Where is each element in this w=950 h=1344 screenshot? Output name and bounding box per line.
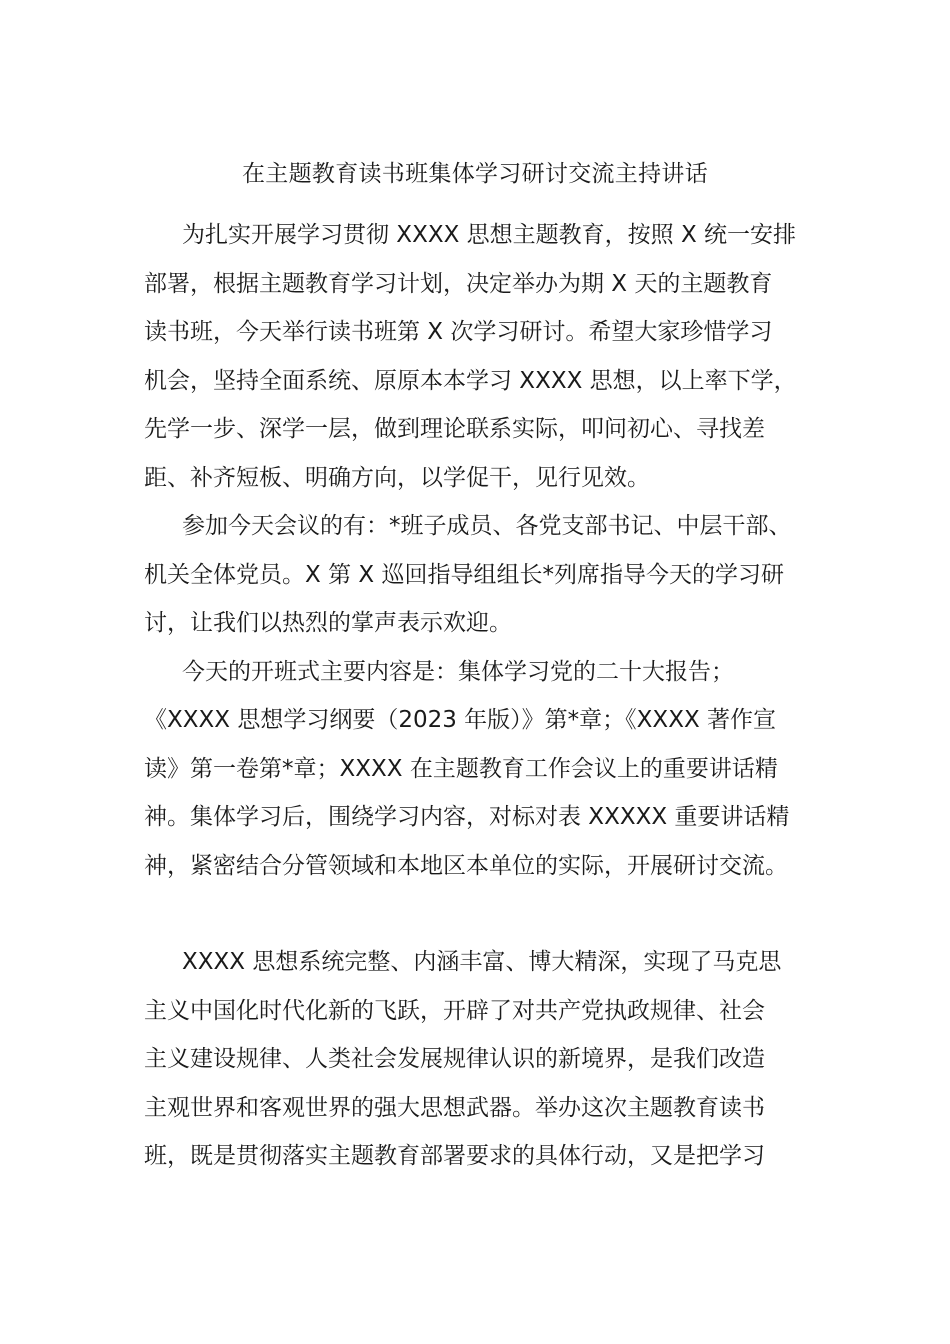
paragraph-line: 今天的开班式主要内容是：集体学习党的二十大报告；: [182, 658, 734, 685]
paragraph-2: [144, 502, 808, 648]
paragraph-line: 参加今天会议的有：*班子成员、各党支部书记、中层干部、: [182, 513, 792, 539]
document-title: 在主题教育读书班集体学习研讨交流主持讲话: [242, 161, 708, 187]
paragraph-line: 部署，根据主题教育学习计划，决定举办为期 X 天的主题教育: [144, 270, 773, 297]
paragraph-line: 主义建设规律、人类社会发展规律认识的新境界，是我们改造: [144, 1046, 765, 1072]
paragraph-line: 读书班，今天举行读书班第 X 次学习研讨。希望大家珍惜学习: [144, 319, 773, 345]
paragraph-line: 神，紧密结合分管领域和本地区本单位的实际，开展研讨交流。: [144, 852, 788, 879]
paragraph-line: 班，既是贯彻落实主题教育部署要求的具体行动，又是把学习: [144, 1143, 765, 1169]
document-body: [144, 211, 808, 1181]
paragraph-line: 《XXXX 思想学习纲要（2023 年版）》第*章；《XXXX 著作宣: [144, 707, 777, 733]
paragraph-1: [144, 211, 808, 502]
paragraph-3: [144, 648, 808, 891]
paragraph-line: 读》第一卷第*章；XXXX 在主题教育工作会议上的重要讲话精: [144, 755, 778, 782]
paragraph-line: 距、补齐短板、明确方向，以学促干，见行见效。: [144, 464, 650, 491]
paragraph-line: 机会，坚持全面系统、原原本本学习 XXXX 思想，以上率下学，: [144, 367, 797, 394]
paragraph-line: 先学一步、深学一层，做到理论联系实际，叩问初心、寻找差: [144, 416, 765, 442]
paragraph-spacer: [144, 890, 808, 938]
paragraph-line: 主义中国化时代化新的飞跃，开辟了对共产党执政规律、社会: [144, 997, 765, 1024]
paragraph-line: 主观世界和客观世界的强大思想武器。举办这次主题教育读书: [144, 1094, 765, 1121]
paragraph-line: 为扎实开展学习贯彻 XXXX 思想主题教育，按照 X 统一安排: [182, 222, 797, 248]
paragraph-line: 神。集体学习后，围绕学习内容，对标对表 XXXXX 重要讲话精: [144, 804, 790, 830]
paragraph-line: 讨，让我们以热烈的掌声表示欢迎。: [144, 610, 512, 636]
paragraph-line: 机关全体党员。X 第 X 巡回指导组组长*列席指导今天的学习研: [144, 561, 784, 588]
paragraph-line: XXXX 思想系统完整、内涵丰富、博大精深，实现了马克思: [182, 949, 782, 975]
paragraph-4: [144, 938, 808, 1181]
